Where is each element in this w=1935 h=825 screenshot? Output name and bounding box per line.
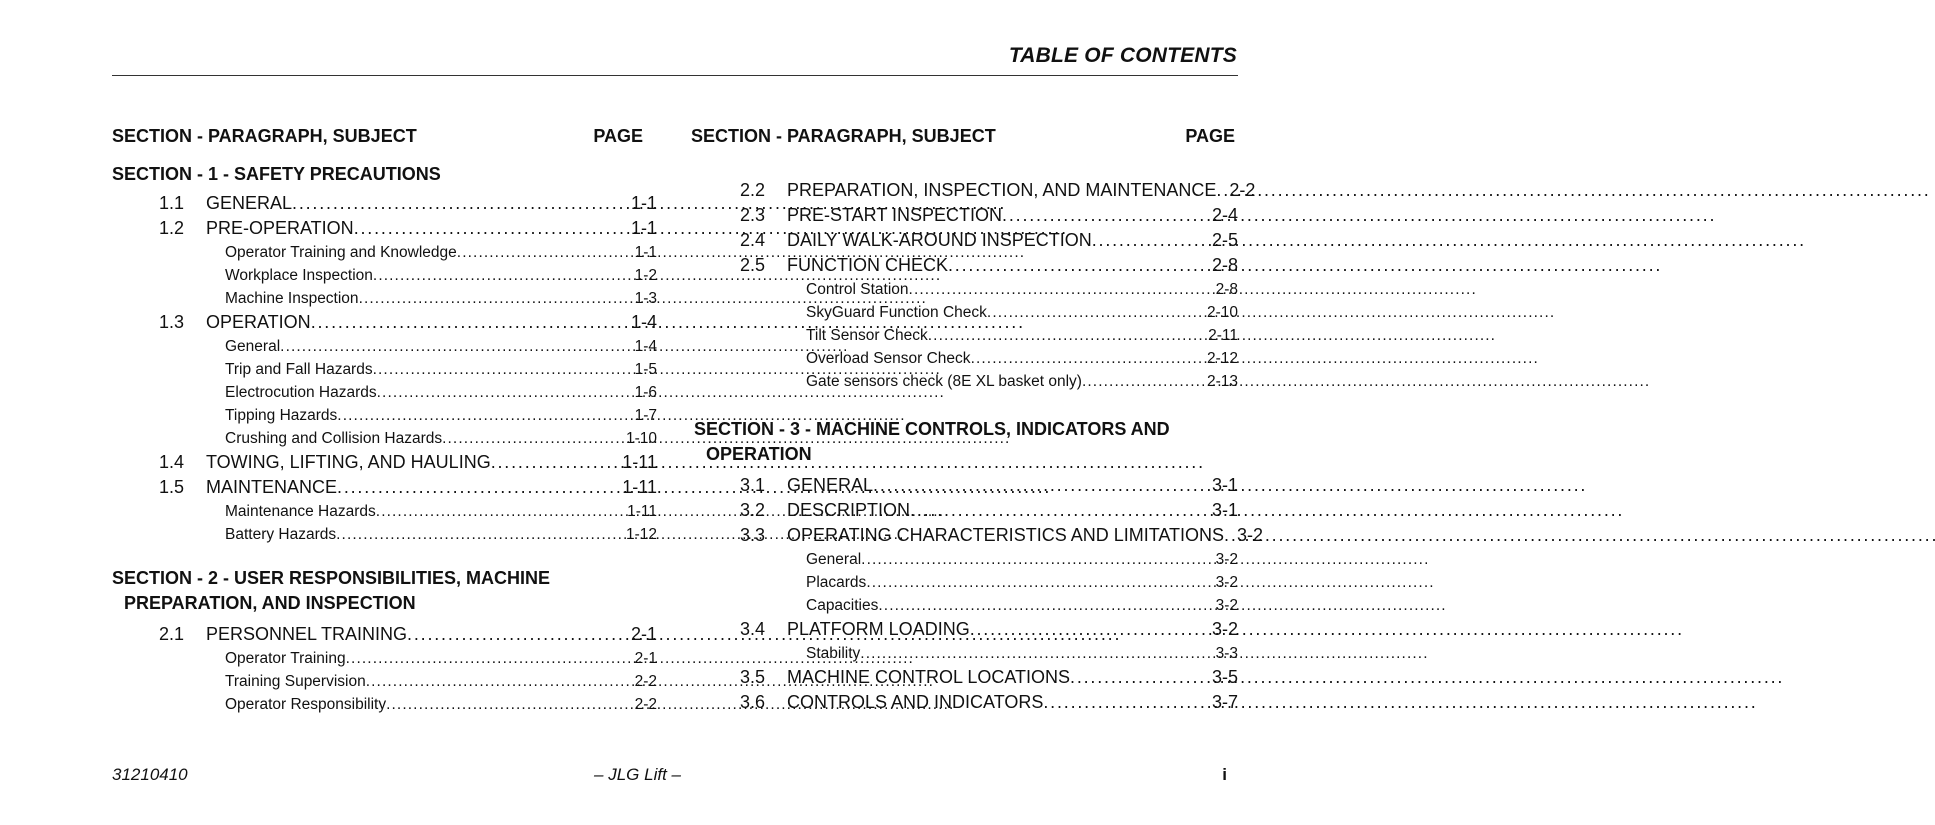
footer-center-text: – JLG Lift – xyxy=(594,765,681,784)
toc-entry[interactable] xyxy=(691,665,1238,690)
toc-entry-page: 3-2 xyxy=(1211,619,1238,639)
toc-subentry[interactable] xyxy=(112,287,657,310)
toc-entry[interactable] xyxy=(691,523,1264,548)
toc-entry-page: 1-4 xyxy=(634,338,657,355)
toc-entry-page: 1-11 xyxy=(622,477,657,497)
section-2-title xyxy=(112,566,657,616)
toc-entry-page: 3-2 xyxy=(1215,551,1238,568)
toc-entry-title: GENERAL xyxy=(787,475,874,495)
toc-entry-page: 1-11 xyxy=(627,503,657,520)
toc-entry-title: Control Station xyxy=(806,281,909,298)
dot-leader xyxy=(280,335,631,358)
dot-leader xyxy=(442,427,623,450)
toc-entry-page: 2-2 xyxy=(1229,180,1256,200)
toc-entry-title: Gate sensors check (8E XL basket only) xyxy=(806,373,1082,390)
toc-entry-page: 1-7 xyxy=(634,407,657,424)
toc-entry-number: 2.4 xyxy=(740,230,766,250)
toc-entry-title: Machine Inspection xyxy=(225,290,359,307)
toc-entry[interactable] xyxy=(112,450,657,475)
toc-entry-page: 2-2 xyxy=(634,696,657,713)
dot-leader xyxy=(971,347,1204,370)
toc-entry-page: 3-2 xyxy=(1215,574,1238,591)
toc-entry-title: Battery Hazards xyxy=(225,526,337,543)
toc-entry-title: TOWING, LIFTING, AND HAULING xyxy=(206,452,491,472)
toc-entry-page: 1-10 xyxy=(625,430,657,447)
toc-entry-page: 1-1 xyxy=(630,193,657,213)
toc-entry-page: 3-2 xyxy=(1237,525,1264,545)
toc-subentry[interactable] xyxy=(112,523,657,546)
dot-leader xyxy=(873,473,1209,498)
toc-entry-title: Stability xyxy=(806,645,861,662)
footer-page-number: i xyxy=(1222,765,1227,784)
toc-entry-title: PLATFORM LOADING xyxy=(787,619,970,639)
toc-subentry[interactable] xyxy=(112,241,657,264)
toc-entry-title: Capacities xyxy=(806,597,879,614)
dot-leader xyxy=(860,642,1212,665)
toc-entry-title: FUNCTION CHECK xyxy=(787,255,948,275)
toc-entry-title: PREPARATION, INSPECTION, AND MAINTENANCE xyxy=(787,180,1217,200)
dot-leader xyxy=(373,264,632,287)
toc-entry-page: 2-2 xyxy=(634,673,657,690)
dot-leader xyxy=(1092,228,1209,253)
toc-entry-title: Maintenance Hazards xyxy=(225,503,376,520)
toc-entry-page: 2-5 xyxy=(1211,230,1238,250)
dot-leader xyxy=(376,500,624,523)
toc-entry-page: 2-8 xyxy=(1211,255,1238,275)
column-header xyxy=(691,126,1238,154)
footer-doc-number: 31210410 xyxy=(112,765,188,784)
toc-entry-title: General xyxy=(806,551,862,568)
toc-entry[interactable] xyxy=(691,690,1238,715)
toc-entry-title: Operator Training and Knowledge xyxy=(225,244,457,261)
dot-leader xyxy=(354,216,628,241)
dot-leader xyxy=(292,191,628,216)
toc-entry[interactable] xyxy=(691,617,1238,642)
toc-entry-page: 1-2 xyxy=(634,267,657,284)
dot-leader xyxy=(910,498,1209,523)
toc-entry-page: 2-11 xyxy=(1208,327,1238,344)
dot-leader xyxy=(928,324,1205,347)
dot-leader xyxy=(377,381,632,404)
toc-subentry[interactable] xyxy=(112,693,657,716)
toc-entry-title: Workplace Inspection xyxy=(225,267,373,284)
toc-entry-title: PRE-OPERATION xyxy=(206,218,354,238)
toc-entry-page: 1-1 xyxy=(630,218,657,238)
toc-entry-number: 1.1 xyxy=(159,193,185,213)
toc-entry-title: Tipping Hazards xyxy=(225,407,338,424)
toc-entry-number: 2.2 xyxy=(740,180,766,200)
section-3-title-line2: OPERATION xyxy=(706,444,812,464)
toc-entry-page: 3-7 xyxy=(1211,692,1238,712)
toc-entry-title: OPERATING CHARACTERISTICS AND LIMITATIONS xyxy=(787,525,1225,545)
header-divider xyxy=(112,75,1238,76)
toc-subentry[interactable] xyxy=(691,571,1238,594)
toc-entry-page: 3-5 xyxy=(1211,667,1238,687)
toc-entry-title: DAILY WALK-AROUND INSPECTION xyxy=(787,230,1092,250)
page-header-title: TABLE OF CONTENTS xyxy=(1008,44,1237,67)
toc-entry-title: DESCRIPTION xyxy=(787,500,911,520)
toc-entry[interactable] xyxy=(112,216,657,241)
toc-subentry[interactable] xyxy=(691,301,1238,324)
toc-entry-title: PERSONNEL TRAINING xyxy=(206,624,408,644)
section-2-title-line2: PREPARATION, AND INSPECTION xyxy=(124,593,416,613)
toc-entry-title: GENERAL xyxy=(206,193,293,213)
toc-subentry[interactable] xyxy=(691,642,1238,665)
toc-entry-title: General xyxy=(225,338,281,355)
toc-entry[interactable] xyxy=(691,228,1238,253)
dot-leader xyxy=(1002,203,1209,228)
toc-entry-title: SkyGuard Function Check xyxy=(806,304,987,321)
dot-leader xyxy=(948,253,1209,278)
section-1-title: SECTION - 1 - SAFETY PRECAUTIONS xyxy=(112,164,441,184)
toc-entry-title: Operator Responsibility xyxy=(225,696,387,713)
toc-subentry[interactable] xyxy=(112,335,657,358)
toc-subentry[interactable] xyxy=(112,358,657,381)
column-header-page: PAGE xyxy=(593,126,643,146)
toc-left-column xyxy=(112,126,657,716)
toc-subentry[interactable] xyxy=(691,347,1238,370)
dot-leader xyxy=(861,548,1212,571)
toc-subentry[interactable] xyxy=(112,670,657,693)
toc-subentry[interactable] xyxy=(112,500,657,523)
toc-subentry[interactable] xyxy=(112,381,657,404)
toc-entry-number: 1.5 xyxy=(159,477,185,497)
toc-entry-page: 1-11 xyxy=(622,452,657,472)
dot-leader xyxy=(909,278,1213,301)
toc-entry-page: 2-10 xyxy=(1206,304,1238,321)
dot-leader xyxy=(987,301,1204,324)
section-2-continued-entries xyxy=(691,178,1256,393)
toc-entry-number: 3.4 xyxy=(740,619,766,639)
toc-entry-title: Trip and Fall Hazards xyxy=(225,361,373,378)
toc-entry-page: 1-3 xyxy=(634,290,657,307)
toc-entry-title: MAINTENANCE xyxy=(206,477,338,497)
dot-leader xyxy=(346,647,632,670)
toc-entry-number: 3.3 xyxy=(740,525,766,545)
toc-entry-title: MACHINE CONTROL LOCATIONS xyxy=(787,667,1071,687)
dot-leader xyxy=(1070,665,1209,690)
toc-entry-number: 3.1 xyxy=(740,475,766,495)
column-header-subject: SECTION - PARAGRAPH, SUBJECT xyxy=(691,126,996,146)
toc-entry-page: 1-12 xyxy=(625,526,657,543)
dot-leader xyxy=(336,523,623,546)
column-header xyxy=(112,126,657,154)
dot-leader xyxy=(1082,370,1204,393)
toc-subentry[interactable] xyxy=(691,594,1238,617)
dot-leader xyxy=(970,617,1209,642)
toc-entry-number: 1.4 xyxy=(159,452,185,472)
toc-entry-number: 2.1 xyxy=(159,624,185,644)
toc-entry-page: 2-1 xyxy=(634,650,657,667)
toc-entry-title: Electrocution Hazards xyxy=(225,384,377,401)
toc-subentry[interactable] xyxy=(691,548,1238,571)
toc-entry-page: 3-3 xyxy=(1215,645,1238,662)
toc-entry-title: PRE-START INSPECTION xyxy=(787,205,1003,225)
toc-entry-number: 3.2 xyxy=(740,500,766,520)
toc-subentry[interactable] xyxy=(691,370,1238,393)
toc-subentry[interactable] xyxy=(691,278,1238,301)
toc-entry-number: 2.5 xyxy=(740,255,766,275)
dot-leader xyxy=(878,594,1212,617)
toc-entry-page: 1-5 xyxy=(634,361,657,378)
toc-entry-title: Tilt Sensor Check xyxy=(806,327,928,344)
toc-entry-title: Training Supervision xyxy=(225,673,366,690)
dot-leader xyxy=(1043,690,1209,715)
toc-entry[interactable] xyxy=(112,191,657,216)
dot-leader xyxy=(337,404,631,427)
dot-leader xyxy=(359,287,632,310)
toc-entry[interactable] xyxy=(691,253,1238,278)
toc-entry[interactable] xyxy=(691,473,1238,498)
section-2-entries xyxy=(112,622,657,716)
section-1-entries xyxy=(112,191,657,546)
toc-subentry[interactable] xyxy=(112,647,657,670)
toc-entry-number: 1.2 xyxy=(159,218,185,238)
toc-entry-title: CONTROLS AND INDICATORS xyxy=(787,692,1044,712)
section-2-title-line1: SECTION - 2 - USER RESPONSIBILITIES, MACHINE xyxy=(112,568,551,588)
dot-leader xyxy=(1224,523,1234,548)
toc-entry[interactable] xyxy=(691,178,1256,203)
dot-leader xyxy=(457,241,632,264)
toc-entry-page: 3-2 xyxy=(1215,597,1238,614)
toc-entry-title: Placards xyxy=(806,574,867,591)
toc-entry-page: 2-12 xyxy=(1206,350,1238,367)
dot-leader xyxy=(491,450,620,475)
dot-leader xyxy=(373,358,632,381)
toc-entry-number: 2.3 xyxy=(740,205,766,225)
toc-entry-number: 3.6 xyxy=(740,692,766,712)
dot-leader xyxy=(407,622,628,647)
toc-entry-page: 3-1 xyxy=(1211,500,1238,520)
toc-entry[interactable] xyxy=(112,475,657,500)
toc-entry-title: Crushing and Collision Hazards xyxy=(225,430,443,447)
toc-entry-page: 3-1 xyxy=(1211,475,1238,495)
dot-leader xyxy=(866,571,1212,594)
dot-leader xyxy=(311,310,628,335)
toc-entry[interactable] xyxy=(112,622,657,647)
toc-entry-page: 2-8 xyxy=(1215,281,1238,298)
toc-entry-number: 1.3 xyxy=(159,312,185,332)
dot-leader xyxy=(366,670,632,693)
toc-right-column xyxy=(691,126,1264,715)
toc-entry[interactable] xyxy=(691,498,1238,523)
toc-subentry[interactable] xyxy=(691,324,1238,347)
toc-subentry[interactable] xyxy=(112,427,657,450)
toc-entry-page: 2-4 xyxy=(1211,205,1238,225)
dot-leader xyxy=(1216,178,1226,203)
toc-entry[interactable] xyxy=(112,310,657,335)
toc-entry-title: OPERATION xyxy=(206,312,311,332)
column-header-page: PAGE xyxy=(1185,126,1235,146)
section-3-title xyxy=(691,417,1238,467)
toc-entry-number: 3.5 xyxy=(740,667,766,687)
dot-leader xyxy=(386,693,631,716)
toc-entry-page: 1-4 xyxy=(630,312,657,332)
toc-entry-title: Operator Training xyxy=(225,650,346,667)
toc-entry-title: Overload Sensor Check xyxy=(806,350,971,367)
dot-leader xyxy=(337,475,619,500)
toc-entry[interactable] xyxy=(691,203,1238,228)
toc-subentry[interactable] xyxy=(112,264,657,287)
toc-entry-page: 2-13 xyxy=(1206,373,1238,390)
section-3-entries xyxy=(691,473,1264,715)
column-header-subject: SECTION - PARAGRAPH, SUBJECT xyxy=(112,126,417,146)
toc-entry-page: 2-1 xyxy=(630,624,657,644)
toc-entry-page: 1-6 xyxy=(634,384,657,401)
section-3-title-line1: SECTION - 3 - MACHINE CONTROLS, INDICATORS AND xyxy=(694,419,1170,439)
toc-subentry[interactable] xyxy=(112,404,657,427)
toc-entry-page: 1-1 xyxy=(634,244,657,261)
